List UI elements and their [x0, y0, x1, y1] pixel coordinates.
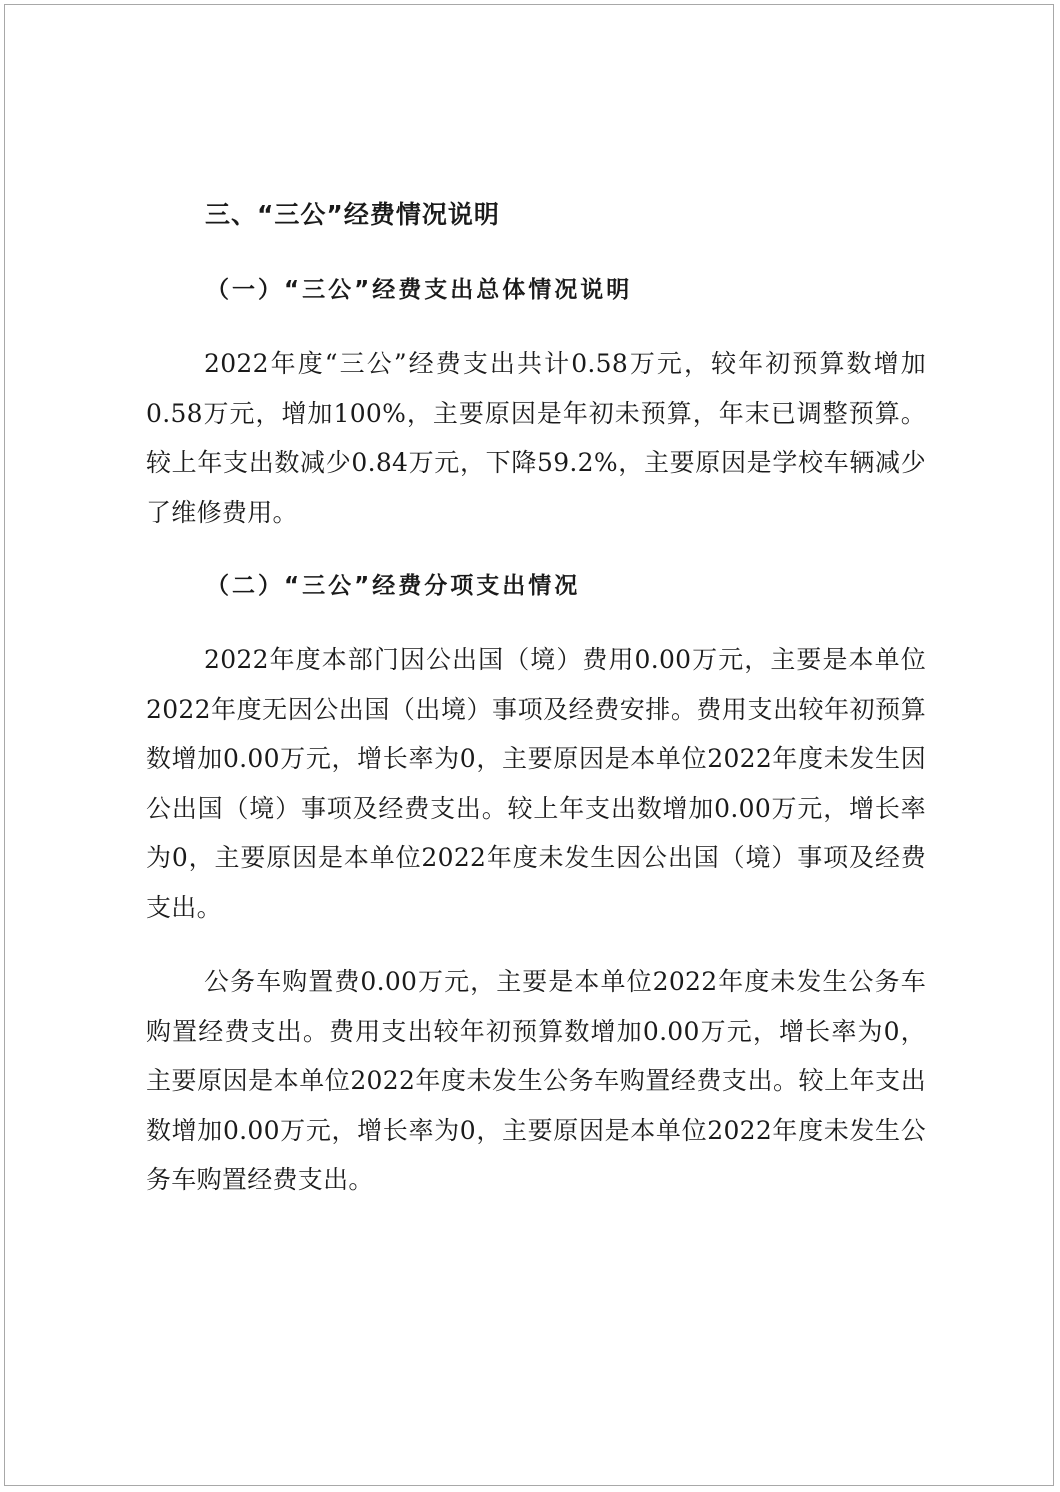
- subsection-title-overall: （一）“三公”经费支出总体情况说明: [206, 277, 633, 303]
- paragraph-overseas: 2022年度本部门因公出国（境）费用0.00万元，主要是本单位2022年度无因公出国（出境）事项及经费安排。费用支出较年初预算数增加0.00万元，增长率为0，主要原因是本单位2022年度未发生因公出国（境）事项及经费支出。较上年支出数增加0.00万元，增长率为0，主要原因是本单位2022年度未发生因公出国（境）事项及经费支出。: [146, 645, 926, 922]
- paragraph-vehicle-purchase: 公务车购置费0.00万元，主要是本单位2022年度未发生公务车购置经费支出。费用支出较年初预算数增加0.00万元，增长率为0，主要原因是本单位2022年度未发生公务车购置经费支出。较上年支出数增加0.00万元，增长率为0，主要原因是本单位2022年度未发生公务车购置经费支出。: [146, 967, 926, 1194]
- paragraph-overall: 2022年度“三公”经费支出共计0.58万元，较年初预算数增加0.58万元，增加100%，主要原因是年初未预算，年末已调整预算。较上年支出数减少0.84万元，下降59.2%，主要原因是学校车辆减少了维修费用。: [146, 349, 926, 527]
- section-title: 三、“三公”经费情况说明: [205, 200, 500, 229]
- subsection-title-items: （二）“三公”经费分项支出情况: [206, 573, 581, 599]
- document-page: [4, 4, 1054, 1486]
- document-body: [146, 191, 926, 1205]
